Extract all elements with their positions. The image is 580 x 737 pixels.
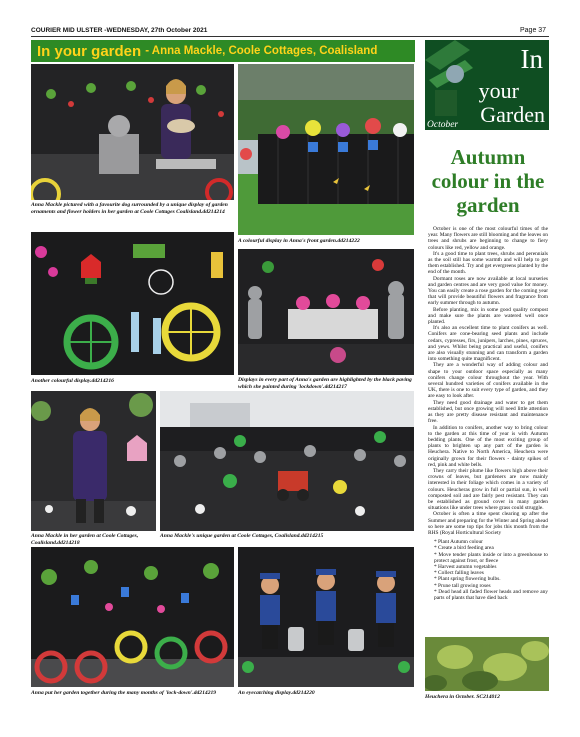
photo-anna-in-garden: [31, 391, 156, 531]
caption-3: Another colourful display.dd214216: [31, 378, 114, 384]
article-paragraph: They need good drainage and water to get them established, but once growing will need little attention as they are pretty disease resistant and maintenance free.: [428, 399, 548, 425]
article-paragraph: Before planting, mix in some good quality compost and make sure the plants are watered well once planted.: [428, 306, 548, 326]
article-paragraph: It's also an excellent time to plant conifers as well. Conifers are cone-bearing seed plants and include cedars, cypresses, firs, junipers, larches, pines, spruces, and yews. Whilst being practical and useful, conifers are also visually stunning and can transform a garden into something quite magnificent.: [428, 325, 548, 363]
article-paragraph: They carry their plume like flowers high above their crowns of leaves, but gardeners are now mainly interested in their foliage which comes in a variety of colours. Heucheras grow in full or partial sun, in well composted soil and are fairly pest resistant. They can be established as ground cover in many garden situations like under trees where grass could struggle.: [428, 467, 548, 512]
article-paragraph: They are a wonderful way of adding colour and shape to your outdoor space especially as many conifers change colour throughout the year. With several hundred varieties of conifers available in the UK, there is one to suit every type of garden, and they are easy to look after.: [428, 362, 548, 400]
tip-item: * Harvest autumn vegetables: [434, 563, 497, 570]
article-headline: Autumn colour in the garden: [431, 145, 545, 217]
article-body: [428, 226, 548, 601]
banner-subtitle: - Anna Mackle, Coole Cottages, Coalisland: [145, 45, 378, 57]
tip-item: * Plant spring flowering bulbs.: [434, 576, 501, 583]
photo-black-paving: [238, 249, 414, 375]
header-rule: [31, 36, 549, 37]
banner-title: In your garden: [37, 42, 142, 60]
logo-word-in: In: [520, 44, 543, 74]
photo-anna-with-dog: [31, 64, 234, 200]
photo-eyecatching-display: [238, 547, 414, 687]
caption-7: Anna put her garden together during the many months of 'lock-down'.dd214219: [31, 690, 217, 696]
caption-1: Anna Mackle pictured with a favourite dog surrounded by a unique display of garden ornaments and flower holders in her garden at Coole Cottages Coalisland.dd214214: [31, 202, 228, 215]
photo-heuchera: [425, 637, 549, 691]
logo-word-your: your: [478, 78, 519, 103]
article-paragraph: Dormant roses are now available at local nurseries and garden centres and are very good value for money. You can easily create a rose garden for the coming year that will provide beautiful flowers and fragrance from early summer through to autumn.: [428, 275, 548, 307]
tip-item: * Plant Autumn colour: [434, 539, 483, 546]
logo-word-garden: Garden: [480, 102, 545, 127]
section-banner: [31, 40, 415, 62]
article-paragraph: October is one of the most colourful times of the year. Many flowers are still blooming and the leaves on trees and shrubs are beginning to change to fiery colours like red, yellow and orange.: [428, 226, 548, 251]
caption-5: Anna Mackle in her garden at Coole Cottages, Coalisland.dd214218: [31, 533, 139, 546]
page-number: Page 37: [520, 27, 547, 34]
photo-lockdown-garden: [31, 547, 234, 687]
photo-colourful-display: [31, 232, 234, 375]
tip-item: * Dead head all faded flower heads and remove any parts of plants that have died back: [434, 588, 548, 601]
photo-front-garden: [238, 64, 414, 235]
caption-9: Heuchera in October. SC214012: [425, 694, 500, 700]
article-paragraph: In addition to conifers, another way to bring colour to the garden at this time of year is with Autumn bedding plants. One of the most exciting group of plants to brighten up any part of the garden is Heuchera. Native to North America, Heuchera were originally grown for their flowers - dainty spikes of red, pink and white bells.: [428, 424, 548, 468]
tip-item: * Move tender plants inside or into a greenhouse to protect against frost, or fleece: [434, 551, 548, 564]
caption-2: A colourful display in Anna's front garden.dd214222: [238, 238, 360, 244]
caption-6: Anna Mackle's unique garden at Coole Cottages, Coalisland.dd214215: [160, 533, 324, 539]
page-header-left: COURIER MID ULSTER -WEDNESDAY, 27th October 2021: [31, 27, 208, 34]
tip-item: * Prune tall growing roses: [434, 582, 491, 589]
article-paragraph: October is often a time spent clearing up after the Summer and preparing for the Winter and Spring ahead so here are some top tips for jobs this month from the RHS (Royal Horticultural Society: [428, 511, 548, 536]
caption-8: An eyecatching display.dd214220: [238, 690, 315, 696]
photo-unique-garden: [160, 391, 414, 531]
article-paragraph: It's a good time to plant trees, shrubs and perennials as the soil still has some warmth and will help to get them established. Try and get evergreens planted by the end of the month.: [428, 250, 548, 276]
tip-item: * Collect falling leaves: [434, 570, 484, 577]
tips-list: [428, 539, 548, 601]
tip-item: * Create a bird feeding area: [434, 545, 494, 552]
logo-month: October: [427, 120, 459, 130]
in-your-garden-logo: [425, 40, 549, 130]
caption-4: Displays in every part of Anna's garden are highlighted by the black paving which she painted during 'lockdown'.dd214217: [238, 377, 412, 390]
